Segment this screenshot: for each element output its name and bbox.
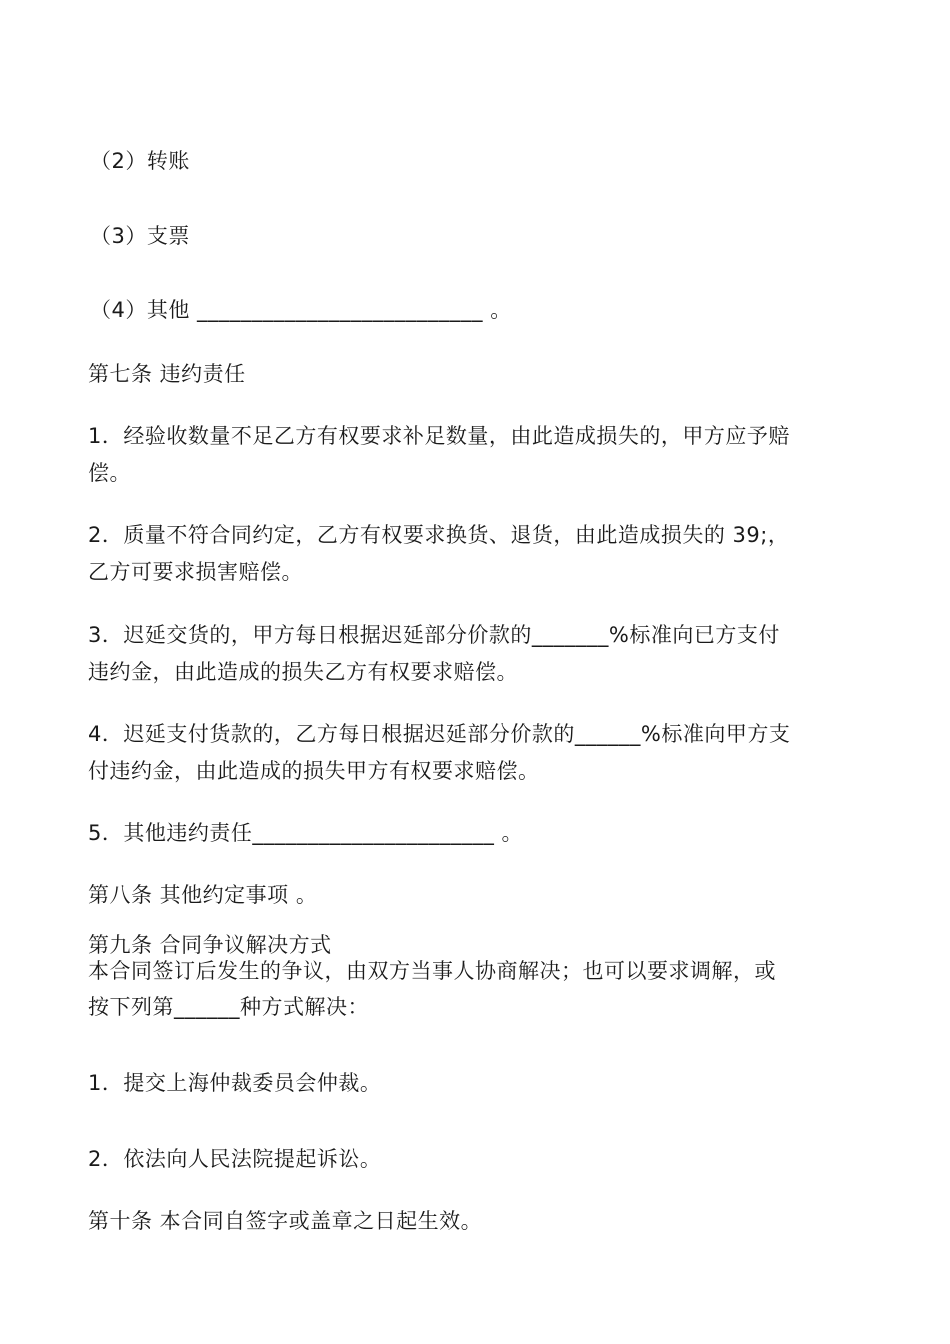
article-8-heading: 第八条 其他约定事项 。 (88, 883, 318, 907)
dispute-option-litigation: 2．依法向人民法院提起诉讼。 (88, 1147, 382, 1171)
payment-option-check: （3）支票 (90, 224, 190, 248)
article-10: 第十条 本合同自签字或盖章之日起生效。 (88, 1209, 483, 1233)
clause-7-2-line-2: 乙方可要求损害赔偿。 (88, 560, 303, 584)
clause-7-1-line-2: 偿。 (88, 461, 131, 485)
clause-7-3-line-1: 3．迟延交货的，甲方每日根据迟延部分价款的_______%标准向已方支付 (88, 623, 780, 647)
article-9-text-line-2: 按下列第______种方式解决： (88, 995, 369, 1019)
payment-option-transfer: （2）转账 (90, 149, 190, 173)
payment-option-other: （4）其他 __________________________ 。 (90, 298, 512, 322)
article-9-text-line-1: 本合同签订后发生的争议，由双方当事人协商解决；也可以要求调解，或 (88, 959, 776, 983)
clause-7-4-line-2: 付违约金，由此造成的损失甲方有权要求赔偿。 (88, 759, 540, 783)
clause-7-1-line-1: 1．经验收数量不足乙方有权要求补足数量，由此造成损失的，甲方应予赔 (88, 424, 790, 448)
dispute-option-arbitration: 1．提交上海仲裁委员会仲裁。 (88, 1071, 382, 1095)
clause-7-2-line-1: 2．质量不符合同约定，乙方有权要求换货、退货，由此造成损失的 39;， (88, 523, 790, 547)
clause-7-3-line-2: 违约金，由此造成的损失乙方有权要求赔偿。 (88, 660, 518, 684)
clause-7-5: 5．其他违约责任______________________ 。 (88, 821, 524, 845)
clause-7-4-line-1: 4．迟延支付货款的，乙方每日根据迟延部分价款的______%标准向甲方支 (88, 722, 791, 746)
article-9-heading: 第九条 合同争议解决方式 (88, 933, 332, 957)
article-7-heading: 第七条 违约责任 (88, 362, 246, 386)
